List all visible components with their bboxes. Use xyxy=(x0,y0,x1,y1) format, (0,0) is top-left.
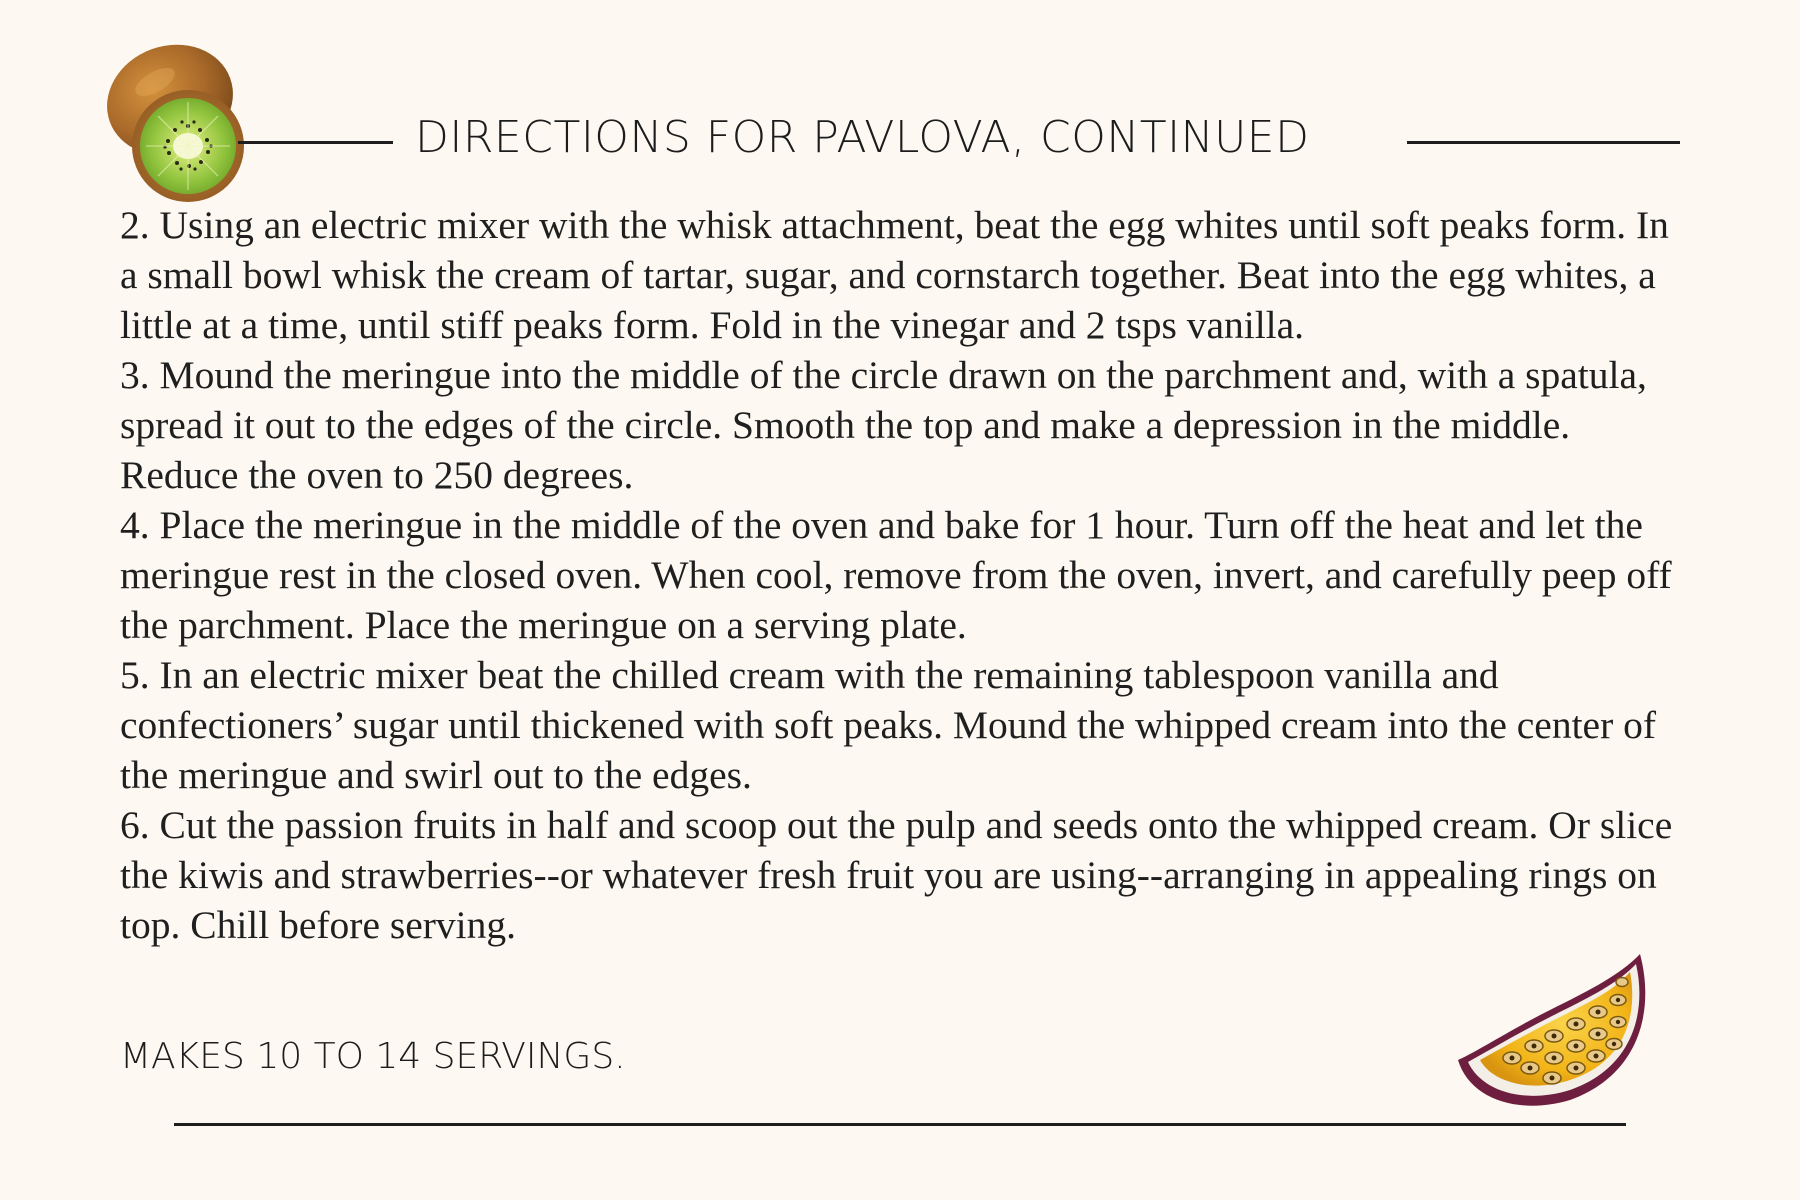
header-rule-right xyxy=(1407,141,1680,144)
header-rule-left xyxy=(238,141,393,144)
page-title: DIRECTIONS FOR PAVLOVA, CONTINUED xyxy=(415,112,1310,163)
step-3: 3. Mound the meringue into the middle of the circle drawn on the parchment and, with a spatula, spread it out to the edges of the circle. Smooth the top and make a depression in the middle. Reduce the oven to 250 degrees. xyxy=(120,353,1647,497)
kiwi-icon xyxy=(100,42,250,202)
servings-note: MAKES 10 TO 14 SERVINGS. xyxy=(120,1036,626,1077)
footer-rule xyxy=(174,1123,1626,1126)
step-4: 4. Place the meringue in the middle of the oven and bake for 1 hour. Turn off the heat and let the meringue rest in the closed oven. When cool, remove from the oven, invert, and carefully peep off the parchment. Place the meringue on a serving plate. xyxy=(120,503,1672,647)
step-6: 6. Cut the passion fruits in half and scoop out the pulp and seeds onto the whipped cream. Or slice the kiwis and strawberries--or whatever fresh fruit you are using--arranging in appealing rings on top. Chill before serving. xyxy=(120,803,1673,947)
step-5: 5. In an electric mixer beat the chilled cream with the remaining tablespoon vanilla and confectioners’ sugar until thickened with soft peaks. Mound the whipped cream into the center of the meringue and swirl out to the edges. xyxy=(120,653,1657,797)
directions-list xyxy=(120,200,1680,950)
step-2: 2. Using an electric mixer with the whisk attachment, beat the egg whites until soft peaks form. In a small bowl whisk the cream of tartar, sugar, and cornstarch together. Beat into the egg whites, a little at a time, until stiff peaks form. Fold in the vinegar and 2 tsps vanilla. xyxy=(120,203,1669,347)
passion-fruit-icon xyxy=(1450,950,1655,1110)
